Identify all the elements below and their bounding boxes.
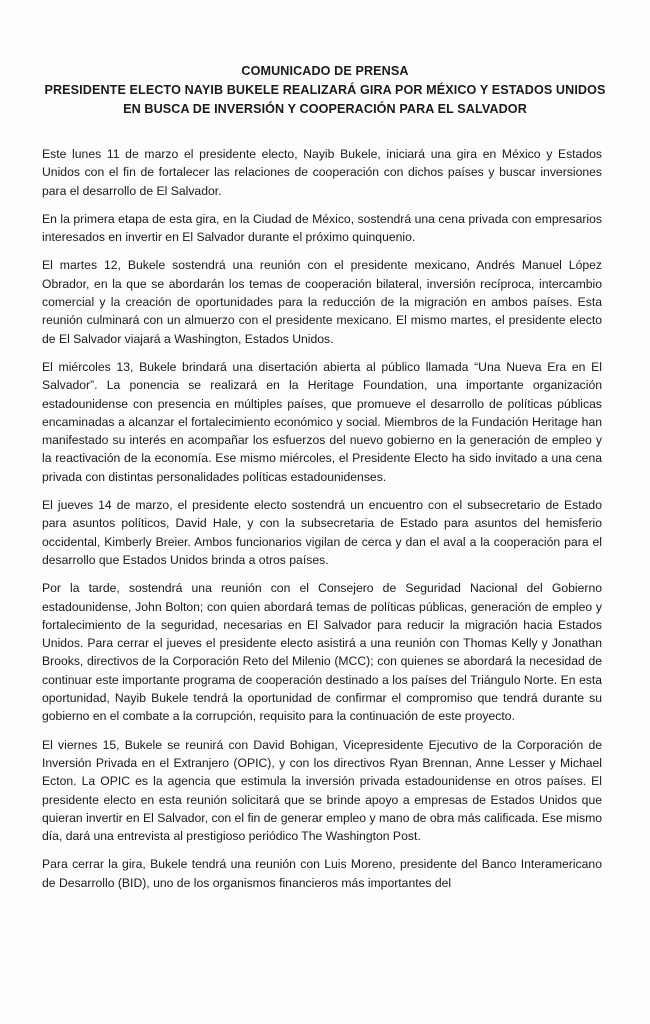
paragraph-7: El viernes 15, Bukele se reunirá con David Bohigan, Vicepresidente Ejecutivo de la Corporación de Inversión Privada en el Extranjero (OPIC), y con los directivos Ryan Brennan, Anne Lesser y Michael Ecton. La OPIC es la agencia que estimula la inversión privada estadounidense en otros países. El presidente electo en esta reunión solicitará que se brinde apoyo a empresas de Estados Unidos que quieran invertir en El Salvador, con el fin de generar empleo y mano de obra más calificada. Ese mismo día, dará una entrevista al prestigioso periódico The Washington Post. <box>42 737 602 844</box>
paragraph-4: El miércoles 13, Bukele brindará una disertación abierta al público llamada “Una Nueva Era en El Salvador”. La ponencia se realizará en la Heritage Foundation, una importante organización estadounidense con presencia en múltiples países, que promueve el desarrollo de políticas públicas encaminadas a alcanzar el fortalecimiento económico y social. Miembros de la Fundación Heritage han manifestado su interés en acompañar los esfuerzos del nuevo gobierno en la generación de empleo y la reactivación de la economía. Ese mismo miércoles, el Presidente Electo ha sido invitado a una cena privada con distintas personalidades políticas estadounidenses. <box>42 359 602 484</box>
headline-line-1: PRESIDENTE ELECTO NAYIB BUKELE REALIZARÁ GIRA POR MÉXICO Y ESTADOS UNIDOS <box>44 83 606 97</box>
press-release-header <box>0 62 650 119</box>
paragraph-6: Por la tarde, sostendrá una reunión con el Consejero de Seguridad Nacional del Gobierno estadounidense, John Bolton; con quien abordará temas de políticas públicas, generación de empleo y fortalecimiento de la seguridad, necesarias en El Salvador para reducir la migración hacia Estados Unidos. Para cerrar el jueves el presidente electo asistirá a una reunión con Thomas Kelly y Jonathan Brooks, directivos de la Corporación Reto del Milenio (MCC); con quienes se abordará la necesidad de continuar este importante programa de cooperación destinado a los países del Triángulo Norte. En esta oportunidad, Nayib Bukele tendrá la oportunidad de confirmar el compromiso que tendrá durante su gobierno en el combate a la corrupción, requisito para la continuación de este proyecto. <box>42 581 602 724</box>
header-label: COMUNICADO DE PRENSA <box>241 64 409 78</box>
press-release-body <box>42 145 602 902</box>
headline-line-2: EN BUSCA DE INVERSIÓN Y COOPERACIÓN PARA EL SALVADOR <box>123 102 527 116</box>
paragraph-3: El martes 12, Bukele sostendrá una reunión con el presidente mexicano, Andrés Manuel López Obrador, en la que se abordarán los temas de cooperación bilateral, inversión recíproca, intercambio comercial y la creación de oportunidades para la reducción de la migración en ambos países. Esta reunión culminará con un almuerzo con el presidente mexicano. El mismo martes, el presidente electo de El Salvador viajará a Washington, Estados Unidos. <box>42 258 602 346</box>
paragraph-8: Para cerrar la gira, Bukele tendrá una reunión con Luis Moreno, presidente del Banco Interamericano de Desarrollo (BID), uno de los organismos financieros más importantes del <box>42 857 602 890</box>
paragraph-2: En la primera etapa de esta gira, en la Ciudad de México, sostendrá una cena privada con empresarios interesados en invertir en El Salvador durante el próximo quinquenio. <box>42 211 602 245</box>
paragraph-5: El jueves 14 de marzo, el presidente electo sostendrá un encuentro con el subsecretario de Estado para asuntos políticos, David Hale, y con la subsecretaria de Estado para asuntos del hemisferio occidental, Kimberly Breier. Ambos funcionarios vigilan de cerca y dan el aval a la cooperación para el desarrollo que Estados Unidos brinda a otros países. <box>42 498 602 567</box>
paragraph-1: Este lunes 11 de marzo el presidente electo, Nayib Bukele, iniciará una gira en México y Estados Unidos con el fin de fortalecer las relaciones de cooperación con dichos países y buscar inversiones para el desarrollo de El Salvador. <box>42 147 602 198</box>
